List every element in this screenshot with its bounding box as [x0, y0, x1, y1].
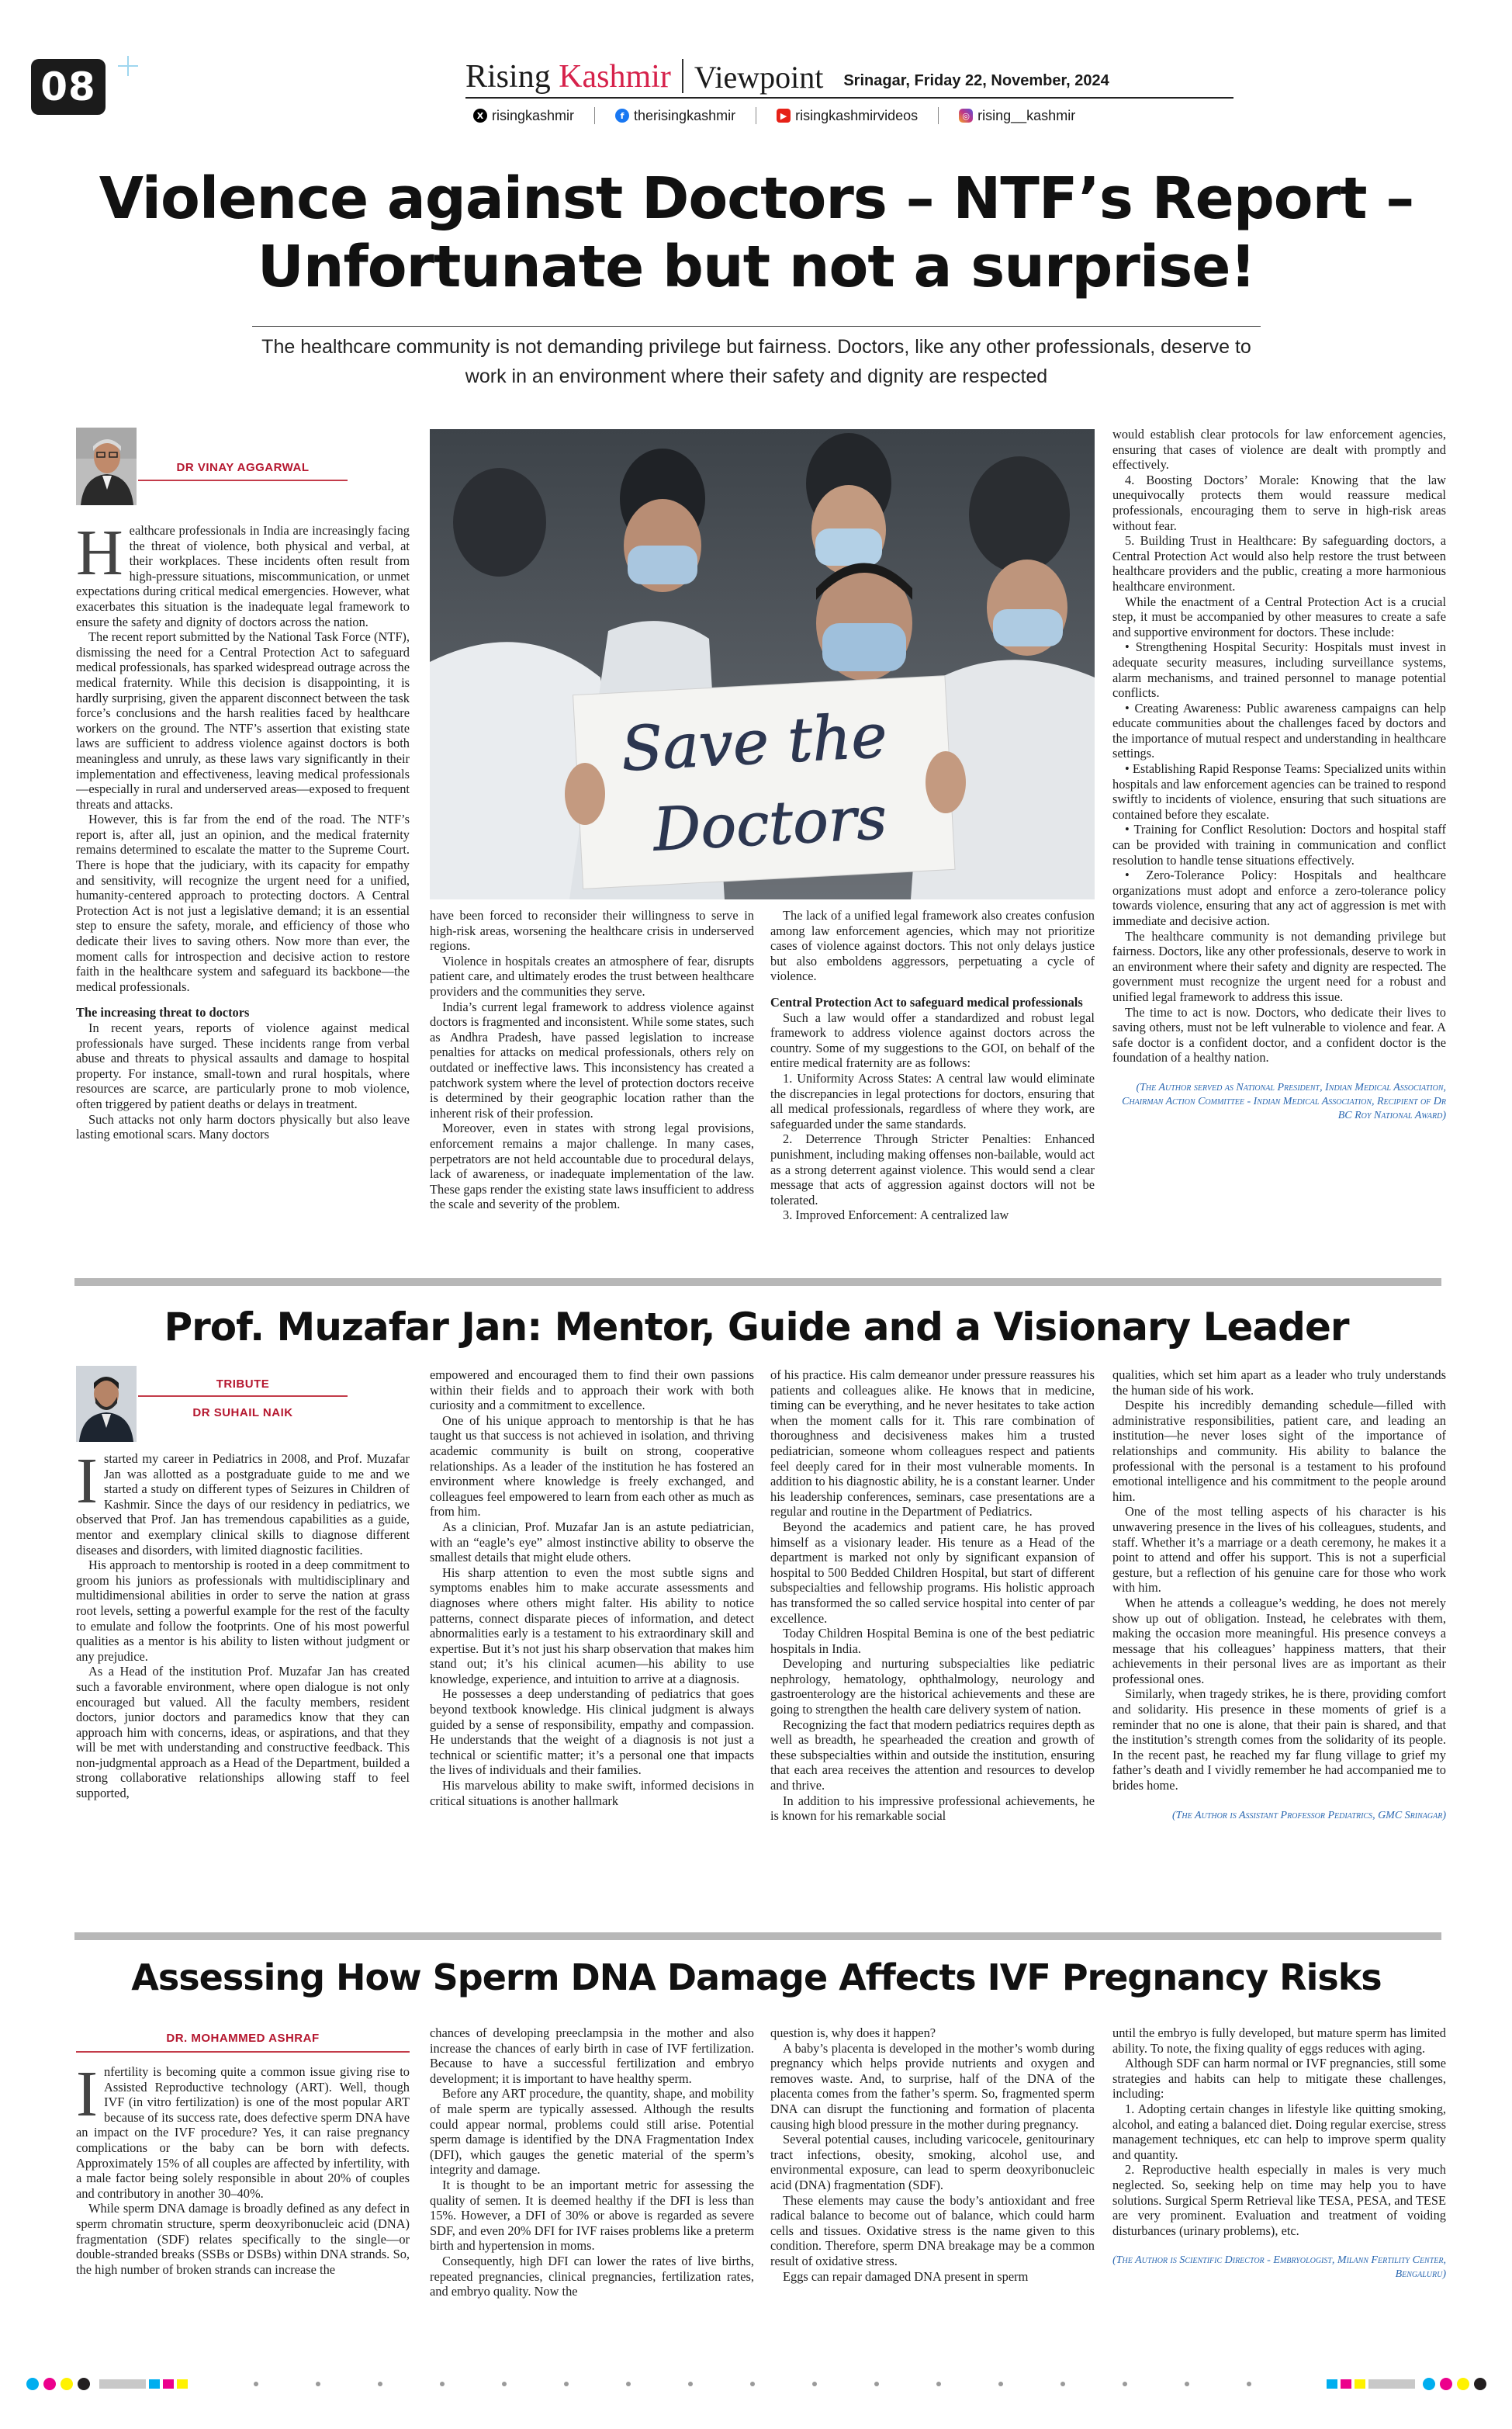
paragraph: His approach to mentorship is rooted in a deep commitment to groom his juniors as professionals with multidisciplinary and multidimensional abilities in order to serve the nation at grass root levels, setting a powerful example for the rest of the faculty to emulate and follow the footprints. One of his most powerful qualities as a mentor is his ability to listen without judgment or any prejudice. — [76, 1558, 410, 1664]
paragraph: 4. Boosting Doctors’ Morale: Knowing that the law unequivocally protects them would reassure medical professionals, encouraging them to serve in high-risk areas without fear. — [1112, 472, 1446, 533]
color-swatches-right — [1327, 2378, 1486, 2390]
paragraph: The recent report submitted by the National Task Force (NTF), dismissing the need for a Central Protection Act to safeguard medical professionals, has sparked widespread outrage across the medical fraternity. While this decision is disappointing, it is hardly surprising, given the apparent disconnect between the task force’s conclusions and the harsh realities faced by healthcare workers on the ground. The NTF’s assertion that existing state laws are sufficient to address violence against doctors is both meaningless and unruly, as these laws vary significantly in their implementation and effectiveness, leaving medical professionals—especially in rural and underserved areas—exposed to frequent threats and attacks. — [76, 629, 410, 812]
paragraph: Such attacks not only harm doctors physically but also leave lasting emotional scars. Many doctors — [76, 1111, 410, 1142]
paragraph: Developing and nurturing subspecialties like pediatric nephrology, hematology, ophthalmology, neurology and gastroenterology are the historical achievements and these are going to strengthen the health care delivery system of nation. — [770, 1656, 1095, 1717]
masthead-divider — [682, 59, 683, 93]
paragraph: empowered and encouraged them to find their own passions within their fields and to approach their work with both curiosity and a commitment to excellence. — [430, 1367, 754, 1413]
masthead — [465, 54, 1241, 93]
article3-column-1 — [76, 2064, 410, 2359]
facebook-icon: f — [615, 109, 629, 123]
paragraph: These elements may cause the body’s antioxidant and free radical balance to become out of balance, which could harm cells and tissues. Oxidative stress is the name given to this condition. Therefore, sperm DNA breakage may be a common result of oxidative stress. — [770, 2192, 1095, 2268]
article2-column-4 — [1112, 1367, 1446, 1934]
sign-text-line2: Doctors — [652, 782, 889, 865]
paragraph: have been forced to reconsider their willingness to serve in high-risk areas, worsening the healthcare crisis in underserved regions. — [430, 908, 754, 954]
article1-author: DR VINAY AGGARWAL — [176, 461, 310, 474]
subhead: The increasing threat to doctors — [76, 1005, 250, 1020]
print-color-bar — [23, 2376, 1490, 2392]
byline-rule — [76, 2051, 410, 2053]
paragraph: The lack of a unified legal framework also creates confusion among law enforcement agencies, which may not prioritize cases of violence against doctors. This not only delays justice but also emboldens aggressors, perpetuating a cycle of violence. — [770, 908, 1095, 984]
paragraph: India’s current legal framework to address violence against doctors is fragmented and inconsistent. While some states, such as Andhra Pradesh, have passed legislation to increase penalties for attacks on medical professionals, others rely on outdated or ineffective laws. This inconsistency has created a patchwork system where the level of protection doctors receive is determined by their geographic location rather than the inherent risk of their profession. — [430, 999, 754, 1121]
paragraph: Similarly, when tragedy strikes, he is there, providing comfort and solidarity. His presence in these moments of grief is a reminder that no one is alone, that their pain is shared, and that the institution’s strength comes from the solidarity of its people. In the recent past, he reached my far flung village to grief my father’s death and I vividly remember he had accompanied me to brides home. — [1112, 1686, 1446, 1793]
author-portrait-icon — [76, 1366, 137, 1442]
x-icon: X — [473, 109, 487, 123]
article1-column-2 — [430, 908, 754, 1288]
paragraph: His sharp attention to even the most subtle signs and symptoms enables him to make accurate assessments and diagnoses where others might falter. His ability to notice patterns, connect disparate pieces of information, and detect abnormalities early is a testament to his extraordinary skill and expertise. But it’s not just his sharp observation that makes him stand out; it’s his clinical acumen—his ability to use knowledge, experience, and intuition to arrive at a diagnosis. — [430, 1564, 754, 1686]
article1-column-4 — [1112, 427, 1446, 1257]
tribute-label: TRIBUTE — [216, 1377, 270, 1391]
author-portrait-icon — [76, 428, 137, 505]
instagram-icon: ◎ — [959, 109, 973, 123]
paragraph: of his practice. His calm demeanor under pressure reassures his patients and colleagues alike. He knows that in medicine, timing can be everything, and he never hesitates to take action when the moment calls for it. This rare combination of thoroughness and decisiveness makes him a trusted pediatrician, someone whom colleagues respect and patients feel deeply cared for in their most vulnerable moments. In addition to his diagnostic ability, he is a constant learner. Under his leadership conferences, seminars, case presentations are a regular and routine in the Department of Pediatrics. — [770, 1367, 1095, 1519]
article1-column-1 — [76, 523, 410, 1427]
paragraph: While sperm DNA damage is broadly defined as any defect in sperm chromatin structure, sperm deoxyribonucleic acid (DNA) fragmentation (SDF) relates specifically to the single—or double-stranded breaks (SSBs or DSBs) within DNA strands. So, the high number of broken strands can increase the — [76, 2201, 410, 2277]
paragraph: qualities, which set him apart as a leader who truly understands the human side of his work. — [1112, 1367, 1446, 1398]
paragraph: As a Head of the institution Prof. Muzafar Jan has created such a favorable environment, where open dialogue is not only encouraged but valued. All the faculty members, resident doctors, junior doctors and paramedics know that they can approach him with concerns, ideas, or aspirations, and that they will be met with understanding and constructive feedback. This non-judgmental approach as a Head of the Department, builded a strong collaborative relationships allowing staff to feel supported, — [76, 1664, 410, 1801]
article2-column-2 — [430, 1367, 754, 1934]
paragraph: Although SDF can harm normal or IVF pregnancies, still some strategies and habits can help to mitigate these challenges, including: — [1112, 2056, 1446, 2102]
article2-column-1 — [76, 1451, 410, 1932]
byline-rule — [138, 1395, 348, 1397]
paragraph: question is, why does it happen? — [770, 2025, 936, 2040]
social-youtube[interactable] — [777, 108, 918, 124]
section-divider — [74, 1932, 1441, 1940]
color-swatches-left — [26, 2378, 188, 2390]
deck-rule — [252, 326, 1261, 327]
dropcap: H — [76, 523, 123, 589]
author-credit: (The Author is Scientific Director - Embryologist, Milann Fertility Center, Bengaluru) — [1112, 2254, 1446, 2281]
paragraph: Eggs can repair damaged DNA present in sperm — [783, 2268, 1029, 2284]
paragraph: Moreover, even in states with strong legal provisions, enforcement remains a major challenge. In many cases, perpetrators are not held accountable due to procedural delays, lack of awareness, or inadequate implementation of the law. These gaps render the existing state laws insufficient to address the scale and severity of the problem. — [430, 1121, 754, 1212]
paragraph: Consequently, high DFI can lower the rates of live births, repeated pregnancies, clinical pregnancies, fertilization rates, and embryo quality. Now the — [430, 2253, 754, 2299]
protest-photo — [430, 429, 1095, 899]
paragraph: • Zero-Tolerance Policy: Hospitals and healthcare organizations must adopt and enforce a zero-tolerance policy towards violence, ensuring that any act of aggression is met with immediate and decisive action. — [1112, 868, 1446, 928]
paragraph: until the embryo is fully developed, but mature sperm has limited ability. To note, the fixing quality of eggs reduces with aging. — [1112, 2025, 1446, 2056]
paragraph: In recent years, reports of violence against medical professionals have surged. These incidents range from verbal abuse and threats to physical assaults and damage to hospital property. For instance, small-town and rural hospitals, where resources are scarce, are particularly prone to mob violence, often triggered by patient deaths or delays in treatment. — [76, 1020, 410, 1111]
paragraph: When he attends a colleague’s wedding, he does not merely show up out of obligation. Instead, he celebrates with them, making the occasion more meaningful. His presence conveys a message that his colleagues’ happiness matters, that their achievements in their personal lives are as important as their professional ones. — [1112, 1595, 1446, 1686]
article3-column-4 — [1112, 2025, 1446, 2359]
paragraph: ealthcare professionals in India are increasingly facing the threat of violence, both physical and verbal, at their workplaces. These incidents often result from high-pressure situations, miscommunication, or unmet expectations during critical medical emergencies. However, what exacerbates this situation is the inadequate legal framework to ensure the safety and dignity of doctors across the nation. — [76, 523, 410, 629]
author-photo-vinay — [76, 428, 137, 505]
article3-author: DR. MOHAMMED ASHRAF — [166, 2032, 320, 2045]
paragraph: 1. Adopting certain changes in lifestyle like quitting smoking, alcohol, and eating a balanced diet. Doing regular exercise, stress management techniques, etc can help to improve sperm quality and quantity. — [1112, 2101, 1446, 2162]
registration-mark-icon — [118, 56, 138, 76]
paragraph: The healthcare community is not demanding privilege but fairness. Doctors, like any other professionals, deserve to work in an environment where their safety and dignity are respected. The government must recognize the urgent need for a robust and unified legal framework to address this issue. — [1112, 928, 1446, 1004]
social-handle: therisingkashmir — [634, 107, 736, 123]
paragraph: Before any ART procedure, the quantity, shape, and mobility of male sperm are typically assessed. Although the results could appear normal, problems could still arise. Potential sperm damage is identified by the DNA Fragmentation Index (DFI), which gauges the genetic material of the sperm’s integrity and damage. — [430, 2086, 754, 2178]
social-facebook[interactable] — [615, 108, 735, 124]
social-handle: rising__kashmir — [977, 107, 1076, 123]
page-number: 08 — [31, 59, 106, 115]
paragraph: In addition to his impressive professional achievements, he is known for his remarkable social — [770, 1793, 1095, 1824]
dropcap: I — [76, 2064, 98, 2130]
headline-line: Unfortunate but not a surprise! — [257, 234, 1256, 300]
paragraph: He possesses a deep understanding of pediatrics that goes beyond textbook knowledge. His clinical judgment is always guided by a sense of responsibility, empathy and compassion. He understands that the weight of a diagnosis is not just a technical or scientific matter; it’s a personal one that impacts the lives of individuals and their families. — [430, 1686, 754, 1778]
subhead: Central Protection Act to safeguard medical professionals — [770, 994, 1083, 1010]
paragraph: Several potential causes, including varicocele, genitourinary tract infections, obesity, smoking, alcohol use, and environmental exposure, can lead to sperm deoxyribonucleic acid (DNA) fragmentation (SDF). — [770, 2132, 1095, 2192]
paragraph: As a clinician, Prof. Muzafar Jan is an astute pediatrician, with an “eagle’s eye” almost instinctive ability to observe the smallest details that might elude others. — [430, 1519, 754, 1565]
paragraph: One of his unique approach to mentorship is that he has taught us that success is not achieved in isolation, and thriving academic community is built on strong, cooperative relationships. As a leader of the institution he has fostered an environment where knowledge is freely exchanged, and colleagues feel empowered to learn from each other as much as from him. — [430, 1412, 754, 1519]
paragraph: Today Children Hospital Bemina is one of the best pediatric hospitals in India. — [770, 1626, 1095, 1656]
social-handles — [473, 104, 1075, 127]
paragraph: started my career in Pediatrics in 2008, and Prof. Muzafar Jan was allotted as a postgraduate guide to me and we started a study on different types of Seizures in Children of Kashmir. Since the days of our residency in pediatrics, we observed that Prof. Jan has tremendous capabilities as a guide, mentor and exemplary clinical skills to diagnose different diseases and disorders, with limited diagnostic facilities. — [76, 1451, 410, 1558]
dateline: Srinagar, Friday 22, November, 2024 — [843, 72, 1109, 89]
masthead-rule — [465, 97, 1233, 99]
paragraph: Recognizing the fact that modern pediatrics requires depth as well as breadth, he spearheaded the creation and growth of these subspecialties within and outside the institution, ensuring that each area receives the attention and resources to develop and thrive. — [770, 1717, 1095, 1793]
social-instagram[interactable] — [959, 108, 1075, 124]
brand-kashmir: Kashmir — [559, 59, 671, 95]
paragraph: Despite his incredibly demanding schedule—filled with administrative responsibilities, patient care, and leading an institution—he never loses sight of the importance of relationships and community. His ability to balance the professional with the personal is a testament to his profound emotional intelligence and his commitment to the people around him. — [1112, 1398, 1446, 1504]
social-x[interactable] — [473, 108, 574, 124]
paragraph: While the enactment of a Central Protection Act is a crucial step, it must be accompanied by other measures to create a safe and supportive environment for doctors. These include: — [1112, 594, 1446, 639]
paragraph: • Training for Conflict Resolution: Doctors and hospital staff can be provided with training in communication and conflict resolution to handle tense situations effectively. — [1112, 822, 1446, 868]
paragraph: • Strengthening Hospital Security: Hospitals must invest in adequate security measures, including surveillance systems, alarm mechanisms, and trained personnel to manage potential conflicts. — [1112, 639, 1446, 701]
sign-text-line1: Save the — [619, 701, 889, 785]
article3-column-3 — [770, 2025, 1095, 2359]
paragraph: One of the most telling aspects of his character is his unwavering presence in the lives of his colleagues, students, and staff. Whether it’s a marriage or a death ceremony, he makes it a point to attend and offer his support. This is not a superficial gesture, but a reflection of his genuine care for those who work with him. — [1112, 1504, 1446, 1596]
paragraph: Violence in hospitals creates an atmosphere of fear, disrupts patient care, and ultimately erodes the trust between healthcare providers and the communities they serve. — [430, 953, 754, 999]
paragraph: His marvelous ability to make swift, informed decisions in critical situations is another hallmark — [430, 1778, 754, 1808]
article2-column-3 — [770, 1367, 1095, 1934]
article3-headline: Assessing How Sperm DNA Damage Affects IVF Pregnancy Risks — [131, 1956, 1382, 1998]
author-credit: (The Author served as National President, Indian Medical Association, Chairman Action Committee - Indian Medical Association, Recipient of Dr BC Roy National Award) — [1122, 1081, 1446, 1121]
brand-rising: Rising — [465, 59, 559, 95]
paragraph: Beyond the academics and patient care, he has proved himself as a visionary leader. His tenure as a Head of the department is marked not only by significant expansion of hospital to 500 Bedded Children Hospital, but start of different subspecialties and fellowship programs. His holistic approach has transformed the so called service hospital into center of par excellence. — [770, 1519, 1095, 1626]
social-handle: risingkashmir — [492, 107, 575, 123]
registration-dots — [254, 2382, 1251, 2386]
social-divider — [938, 107, 939, 124]
paragraph: • Creating Awareness: Public awareness campaigns can help educate communities about the challenges faced by doctors and the importance of mutual respect and understanding in healthcare settings. — [1112, 700, 1446, 761]
social-handle: risingkashmirvideos — [795, 107, 919, 123]
youtube-icon: ▶ — [777, 109, 791, 123]
paragraph: 2. Reproductive health especially in males is very much neglected. So, seeking help on time may help you to have solutions. Surgical Sperm Retrieval like TESA, PESA, and TESE are very prominent. Evaluation and treatment of voiding disturbances (urinary problems), etc. — [1112, 2162, 1446, 2238]
paragraph: would establish clear protocols for law enforcement agencies, ensuring that cases of violence are dealt with promptly and effectively. — [1112, 427, 1446, 473]
article1-column-3 — [770, 908, 1095, 1288]
paragraph: A baby’s placenta is developed in the mother’s womb during pregnancy which helps provide nutrients and oxygen and removes waste. And, to surprise, half of the DNA of the placenta comes from the father’s sperm. So, fragmented sperm DNA can disrupt the functioning and formation of placenta causing high blood pressure in the mother during pregnancy. — [770, 2040, 1095, 2132]
social-divider — [594, 107, 595, 124]
article2-headline: Prof. Muzafar Jan: Mentor, Guide and a Visionary Leader — [164, 1305, 1349, 1350]
headline-line: Violence against Doctors – NTF’s Report – — [99, 165, 1414, 232]
brand-logo[interactable] — [465, 61, 671, 93]
paragraph: Such a law would offer a standardized and robust legal framework to address violence against doctors across the country. Some of my suggestions to the GOI, on behalf of the entire medical fraternity are as follows: — [770, 1010, 1095, 1071]
dropcap: I — [76, 1451, 98, 1517]
paragraph: 5. Building Trust in Healthcare: By safeguarding doctors, a Central Protection Act would also help restore the trust between healthcare providers and the public, creating a more harmonious healthcare environment. — [1112, 533, 1446, 594]
author-credit: (The Author is Assistant Professor Pediatrics, GMC Srinagar) — [1171, 1809, 1446, 1821]
author-photo-suhail — [76, 1366, 137, 1442]
paragraph: 1. Uniformity Across States: A central law would eliminate the discrepancies in legal protections for doctors, ensuring that all medical professionals, regardless of where they work, are safeguarded under the same standards. — [770, 1070, 1095, 1131]
main-photo-protest — [430, 429, 1095, 899]
paragraph: 2. Deterrence Through Stricter Penalties: Enhanced punishment, including making offenses non-bailable, would act as a strong deterrent against violence. This would send a clear message that acts of aggression against doctors will not be tolerated. — [770, 1131, 1095, 1208]
paragraph: • Establishing Rapid Response Teams: Specialized units within hospitals and law enforcement agencies can be trained to respond swiftly to incidents of violence, ensuring that such situations are contained before they escalate. — [1112, 761, 1446, 822]
article1-headline — [78, 165, 1435, 301]
paragraph: 3. Improved Enforcement: A centralized law — [783, 1208, 1009, 1223]
article1-deck: The healthcare community is not demanding privilege but fairness. Doctors, like any other professionals, deserve to work in an environment where their safety and dignity are respected — [261, 336, 1251, 387]
paragraph: The time to act is now. Doctors, who dedicate their lives to saving others, must not be left vulnerable to violence and fear. A safe doctor is a confident doctor, and a confident doctor is the foundation of a healthy nation. — [1112, 1004, 1446, 1066]
article3-column-2 — [430, 2025, 754, 2359]
paragraph: chances of developing preeclampsia in the mother and also increase the chances of early birth in case of IVF fertilization. Because to have a successful fertilization and embryo development; it is important to have healthy sperm. — [430, 2025, 754, 2086]
byline-rule — [138, 480, 348, 481]
paragraph: However, this is far from the end of the road. The NTF’s report is, after all, just an opinion, and the medical fraternity remains determined to escalate the matter to the Supreme Court. There is hope that the judiciary, with its capacity for empathy and sensitivity, will recognize the urgent need for a unified, humanity-centered approach to protecting doctors. A Central Protection Act is not just a legislative demand; it is an essential step to ensure the safety, morale, and efficiency of those who dedicate their lives to saving others. Now more than ever, the moment calls for introspection and decisive action to restore faith in the healthcare system and safeguard its backbone—the medical professionals. — [76, 812, 410, 994]
paragraph: nfertility is becoming quite a common issue giving rise to Assisted Reproductive technology (ART). Well, though IVF (in vitro fertilization) is one of the most popular ART because of its success rate, does defective sperm DNA have an impact on the IVF procedure? Yes, it can raise pregnancy complications or the baby can be born with defects. Approximately 15% of all couples are affected by infertility, with a male factor being solely responsible in about 20% of couples and contributory in another 30–40%. — [76, 2064, 410, 2201]
paragraph: It is thought to be an important metric for assessing the quality of semen. It is deemed healthy if the DFI is less than 15%. However, a DFI of 30% or above is regarded as severe SDF, and even 20% DFI for IVF raises problems like a preterm birth and hypertension in moms. — [430, 2177, 754, 2254]
article2-author: DR SUHAIL NAIK — [192, 1406, 293, 1419]
section-name: Viewpoint — [694, 60, 824, 95]
section-divider — [74, 1278, 1441, 1286]
